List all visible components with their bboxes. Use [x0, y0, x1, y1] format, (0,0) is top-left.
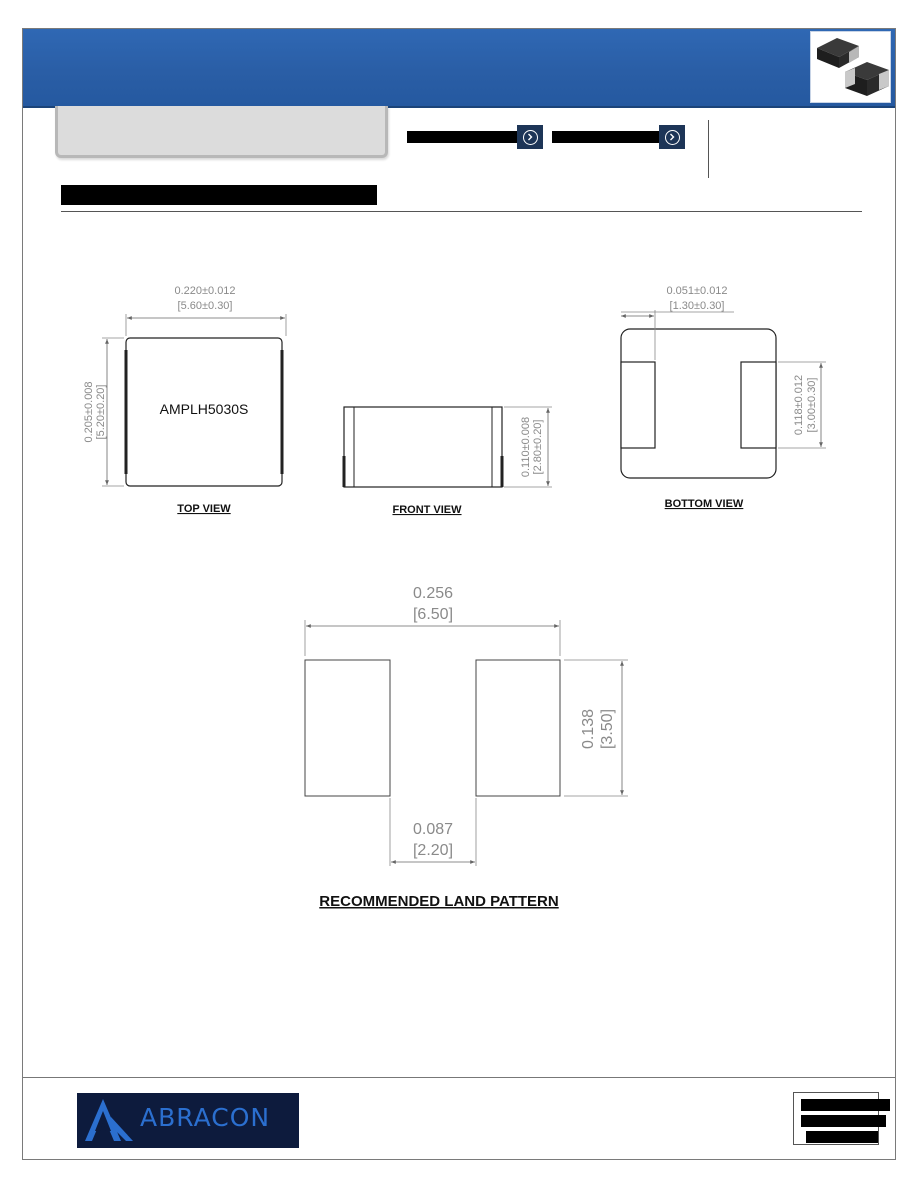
abracon-a-logo-icon	[81, 1093, 137, 1148]
land-gap-mm: [2.20]	[412, 842, 454, 859]
bottom-pad-right	[741, 362, 776, 448]
top-width-in: 0.220±0.012	[174, 285, 236, 297]
front-view-body	[344, 407, 502, 487]
land-pad-left	[305, 660, 390, 796]
bottom-pad-height-in: 0.118±0.012	[793, 374, 805, 436]
top-height-mm: [5.20±0.20]	[95, 384, 107, 440]
revision-bar-1	[801, 1099, 890, 1111]
front-view	[344, 407, 552, 516]
top-view-label: TOP VIEW	[177, 503, 231, 515]
land-pattern	[305, 585, 628, 910]
top-height-in: 0.205±0.008	[83, 381, 95, 443]
top-width-mm: [5.60±0.30]	[177, 300, 233, 312]
part-marking: AMPLH5030S	[159, 401, 249, 417]
footer-rule	[23, 1077, 895, 1078]
front-view-label: FRONT VIEW	[392, 504, 462, 516]
bottom-pad-width-in: 0.051±0.012	[666, 285, 728, 297]
land-pattern-label: RECOMMENDED LAND PATTERN	[319, 893, 559, 910]
logo-text: ABRACON	[140, 1103, 271, 1132]
land-width-mm: [6.50]	[412, 606, 454, 623]
bottom-view-label: BOTTOM VIEW	[664, 498, 744, 510]
bottom-pad-height-mm: [3.00±0.30]	[806, 377, 818, 433]
abracon-logo[interactable]	[77, 1093, 299, 1148]
land-width-in: 0.256	[412, 585, 454, 602]
land-pad-right	[476, 660, 560, 796]
revision-bar-3	[806, 1131, 878, 1143]
land-gap-in: 0.087	[412, 821, 454, 838]
land-height-in: 0.138	[580, 708, 597, 750]
revision-bar-2	[801, 1115, 886, 1127]
bottom-pad-left	[621, 362, 655, 448]
top-view	[83, 285, 286, 515]
bottom-pad-width-mm: [1.30±0.30]	[669, 300, 725, 312]
front-height-in: 0.110±0.008	[520, 416, 532, 478]
front-height-mm: [2.80±0.20]	[532, 419, 544, 475]
bottom-view	[621, 285, 826, 510]
land-height-mm: [3.50]	[599, 708, 616, 750]
